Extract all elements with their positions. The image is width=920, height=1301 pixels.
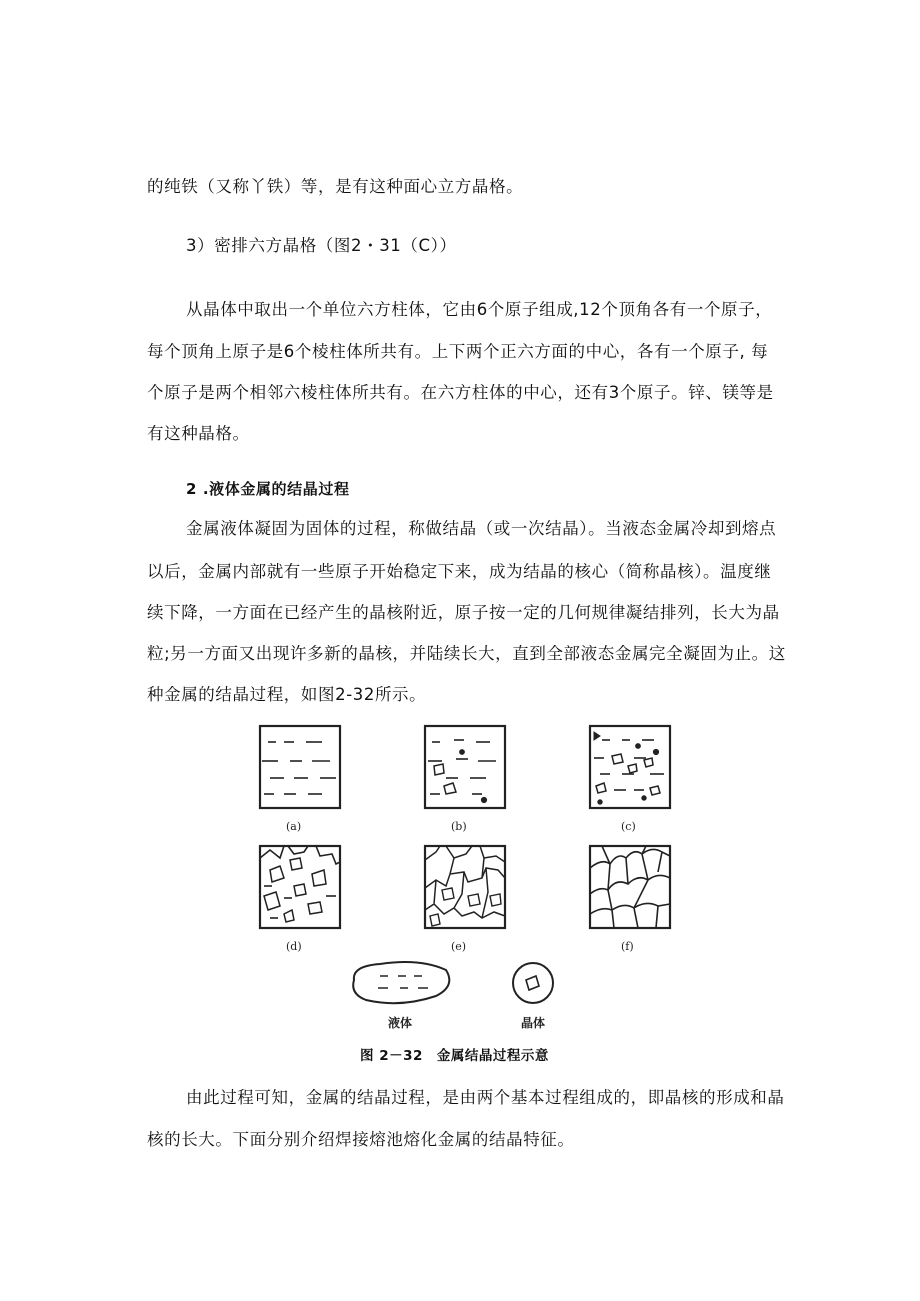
panel-e [425, 846, 505, 928]
paragraph-line: 个原子是两个相邻六棱柱体所共有。在六方柱体的中心，还有3个原子。锌、镁等是 [147, 383, 774, 402]
paragraph-line: 的纯铁（又称丫铁）等，是有这种面心立方晶格。 [147, 177, 524, 196]
panel-label-f: (f) [621, 940, 634, 953]
paragraph-line: 核的长大。下面分别介绍焊接熔池熔化金属的结晶特征。 [147, 1130, 575, 1149]
panel-label-a: (a) [286, 820, 302, 833]
paragraph-line: 从晶体中取出一个单位六方柱体，它由6个原子组成,12个顶角各有一个原子， [186, 300, 773, 319]
paragraph-line: 由此过程可知，金属的结晶过程，是由两个基本过程组成的，即晶核的形成和晶 [186, 1088, 785, 1107]
section-heading: 2 .液体金属的结晶过程 [186, 480, 350, 498]
legend-crystal-shape [513, 963, 553, 1003]
paragraph-line: 续下降，一方面在已经产生的晶核附近，原子按一定的几何规律凝结排列，长大为晶 [147, 603, 780, 622]
panel-f [590, 846, 670, 928]
panel-label-b: (b) [451, 820, 467, 833]
panel-label-e: (e) [451, 940, 467, 953]
paragraph-line: 有这种晶格。 [147, 424, 250, 443]
legend-liquid-label: 液体 [388, 1016, 413, 1030]
paragraph-line: 粒;另一方面又出现许多新的晶核，并陆续长大，直到全部液态金属完全凝固为止。这 [147, 644, 786, 663]
paragraph-line: 每个顶角上原子是6个棱柱体所共有。上下两个正六方面的中心，各有一个原子, 每 [147, 342, 769, 361]
panel-b [425, 726, 505, 808]
paragraph-line: 金属液体凝固为固体的过程，称做结晶（或一次结晶）。当液态金属冷却到熔点 [186, 519, 777, 538]
crystallization-diagram [250, 718, 690, 1038]
legend-crystal-label: 晶体 [521, 1016, 546, 1030]
panel-label-c: (c) [621, 820, 636, 833]
panel-c [590, 726, 670, 808]
paragraph-line: 种金属的结晶过程，如图2-32所示。 [147, 685, 427, 704]
panel-d [260, 846, 340, 928]
paragraph-line: 3）密排六方晶格（图2・31（C）） [186, 236, 457, 255]
panel-label-d: (d) [286, 940, 302, 953]
panel-a [260, 726, 340, 808]
crystallization-figure [250, 718, 690, 1068]
figure-caption: 图 2－32 金属结晶过程示意 [360, 1048, 549, 1064]
paragraph-line: 以后，金属内部就有一些原子开始稳定下来，成为结晶的核心（简称晶核）。温度继 [147, 562, 772, 581]
legend-liquid-shape [353, 962, 449, 1003]
